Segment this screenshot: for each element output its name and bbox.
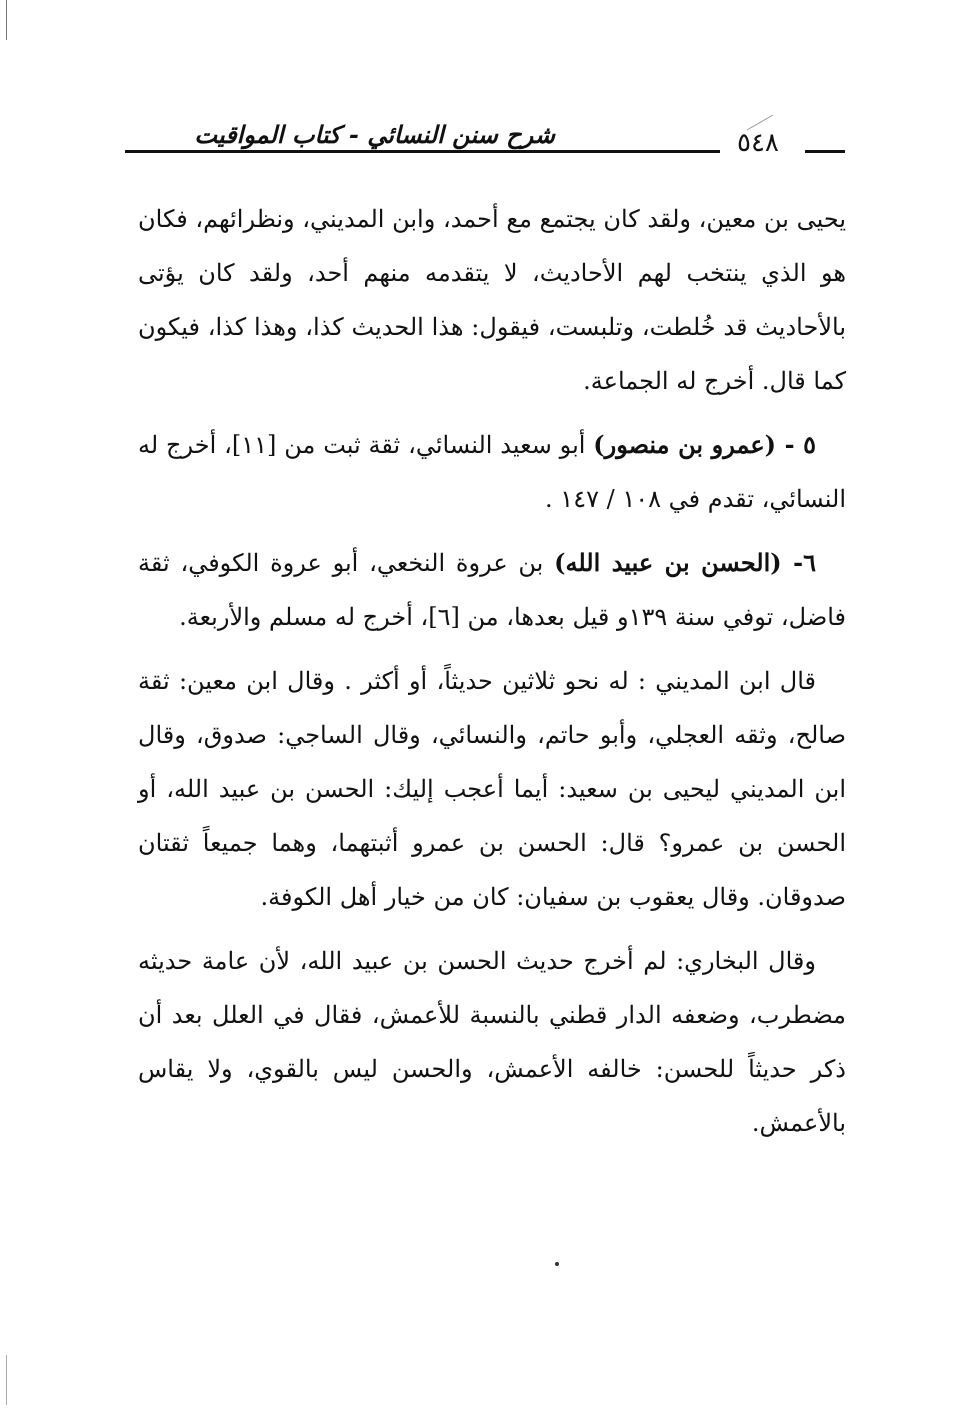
running-title: شرح سنن النسائي - كتاب المواقيت — [194, 120, 555, 149]
paragraph-narrator-5 — [138, 418, 846, 526]
page-body — [138, 192, 846, 1150]
page-header — [125, 110, 845, 170]
page-number: ٥٤٨ — [737, 128, 779, 158]
narrator-name: (الحسن بن عبيد الله) — [554, 548, 782, 577]
paragraph-narrator-6 — [138, 536, 846, 644]
scan-speck — [555, 1262, 559, 1266]
narrator-name: (عمرو بن منصور) — [593, 430, 776, 459]
paragraph-1: يحيى بن معين، ولقد كان يجتمع مع أحمد، وابن المديني، ونظرائهم، فكان هو الذي ينتخب لهم الأحاديث، لا يتقدمه منهم أحد، ولقد كان يؤتى بالأحاديث قد خُلطت، وتلبست، فيقول: هذا الحديث كذا، وهذا كذا، فيكون كما قال. أخرج له الجماعة. — [138, 205, 847, 395]
narrator-number: ٦- — [781, 548, 817, 577]
header-rule-short — [805, 150, 845, 153]
narrator-details: أبو سعيد النسائي، ثقة ثبت من [١١]، أخرج له النسائي، تقدم في ١٠٨ / ١٤٧ . — [138, 431, 846, 513]
header-rule — [125, 150, 720, 153]
scan-edge-line — [6, 0, 7, 40]
narrator-details: بن عروة النخعي، أبو عروة الكوفي، ثقة فاضل، توفي سنة ١٣٩و قيل بعدها، من [٦]، أخرج له مسلم والأربعة. — [138, 549, 846, 631]
paragraph-4: قال ابن المديني : له نحو ثلاثين حديثاً، أو أكثر . وقال ابن معين: ثقة صالح، وثقه العجلي، وأبو حاتم، والنسائي، وقال الساجي: صدوق، وقال ابن المديني ليحيى بن سعيد: أيما أعجب إليك: الحسن بن عبيد الله، أو الحسن بن عمرو؟ قال: الحسن بن عمرو أثبتهما، وهما جميعاً ثقتان صدوقان. وقال يعقوب بن سفيان: كان من خيار أهل الكوفة. — [138, 667, 846, 911]
narrator-number: ٥ - — [776, 430, 816, 459]
paragraph-5: وقال البخاري: لم أخرج حديث الحسن بن عبيد الله، لأن عامة حديثه مضطرب، وضعفه الدار قطني بالنسبة للأعمش، فقال في العلل بعد أن ذكر حديثاً للحسن: خالفه الأعمش، والحسن ليس بالقوي، ولا يقاس بالأعمش. — [138, 947, 846, 1137]
scan-edge-line-bottom — [6, 1355, 7, 1405]
